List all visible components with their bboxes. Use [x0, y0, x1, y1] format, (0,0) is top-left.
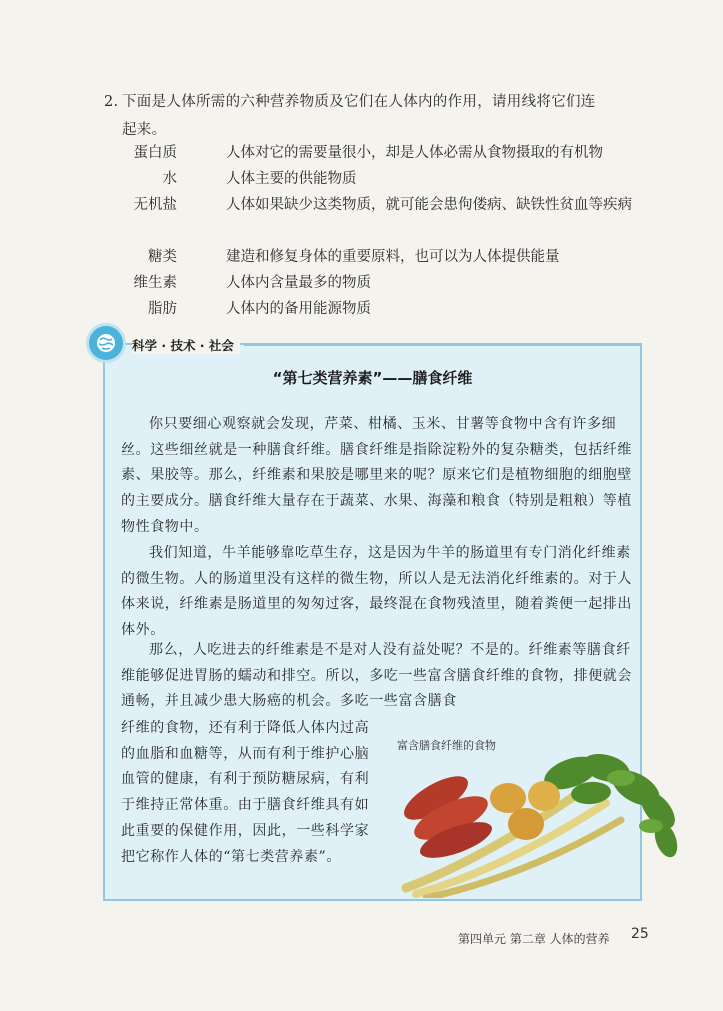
paragraph-3: 那么，人吃进去的纤维素是不是对人没有益处呢？不是的。纤维素等膳食纤维能够促进胃肠的蠕动和排空。所以，多吃一些富含膳食纤维的食物，排便就会通畅，并且减少患大肠癌的机会。多吃一些富含膳食	[121, 642, 632, 710]
nutrient-label[interactable]: 水	[162, 171, 177, 187]
nutrient-label[interactable]: 蛋白质	[133, 145, 177, 161]
nutrient-label[interactable]: 糖类	[148, 249, 177, 265]
paragraph-4: 纤维的食物，还有利于降低人体内过高的血脂和血糖等，从而有利于维护心脑血管的健康，有利于预防糖尿病，有利于维持正常体重。由于膳食纤维具有如此重要的保健作用，因此，一些科学家把它称作人体的“第七类营养素”。	[121, 720, 370, 865]
function-desc[interactable]: 人体内含量最多的物质	[226, 275, 371, 291]
globe-icon	[86, 323, 126, 363]
image-caption: 富含膳食纤维的食物	[397, 739, 496, 752]
function-desc[interactable]: 人体如果缺少这类物质，就可能会患佝偻病、缺铁性贫血等疾病	[226, 197, 632, 213]
pair-row	[120, 296, 660, 322]
paragraph-2: 我们知道，牛羊能够靠吃草生存，这是因为牛羊的肠道里有专门消化纤维素的微生物。人的肠道里没有这样的微生物，所以人是无法消化纤维素的。对于人体来说，纤维素是肠道里的匆匆过客，最终混在食物残渣里，随着粪便一起排出体外。	[121, 545, 632, 639]
page-number: 25	[631, 926, 649, 942]
pair-row	[120, 270, 660, 296]
feature-title: “第七类营养素”——膳食纤维	[272, 369, 473, 387]
matching-pairs	[120, 140, 660, 322]
pair-row	[120, 244, 660, 270]
question-2	[104, 88, 664, 144]
function-desc[interactable]: 人体对它的需要量很小，却是人体必需从食物摄取的有机物	[226, 145, 603, 161]
question-prompt-line1: 下面是人体所需的六种营养物质及它们在人体内的作用，请用线将它们连	[122, 94, 596, 110]
function-desc[interactable]: 建造和修复身体的重要原料，也可以为人体提供能量	[226, 249, 560, 265]
nutrient-label[interactable]: 无机盐	[133, 197, 177, 213]
nutrient-label[interactable]: 维生素	[133, 275, 177, 291]
question-number: 2.	[104, 94, 119, 110]
function-desc[interactable]: 人体内的备用能源物质	[226, 301, 371, 317]
feature-badge: 科学 · 技术 · 社会	[132, 336, 240, 354]
paragraph-1: 你只要细心观察就会发现，芹菜、柑橘、玉米、甘薯等食物中含有许多细丝。这些细丝就是一种膳食纤维。膳食纤维是指除淀粉外的复杂糖类，包括纤维素、果胶等。那么，纤维素和果胶是哪里来的呢？原来它们是植物细胞的细胞壁的主要成分。膳食纤维大量存在于蔬菜、水果、海藻和粮食（特别是粗粮）等植物性食物中。	[121, 416, 632, 535]
function-desc[interactable]: 人体主要的供能物质	[226, 171, 357, 187]
footer-chapter: 第四单元 第二章 人体的营养	[458, 932, 610, 946]
question-prompt-line2: 起来。	[122, 122, 167, 138]
nutrient-label[interactable]: 脂肪	[148, 301, 177, 317]
feature-box-top-rule	[244, 344, 642, 346]
pair-row	[120, 140, 660, 166]
pair-row	[120, 192, 660, 244]
fiber-foods-illustration	[396, 748, 688, 898]
pair-row	[120, 166, 660, 192]
